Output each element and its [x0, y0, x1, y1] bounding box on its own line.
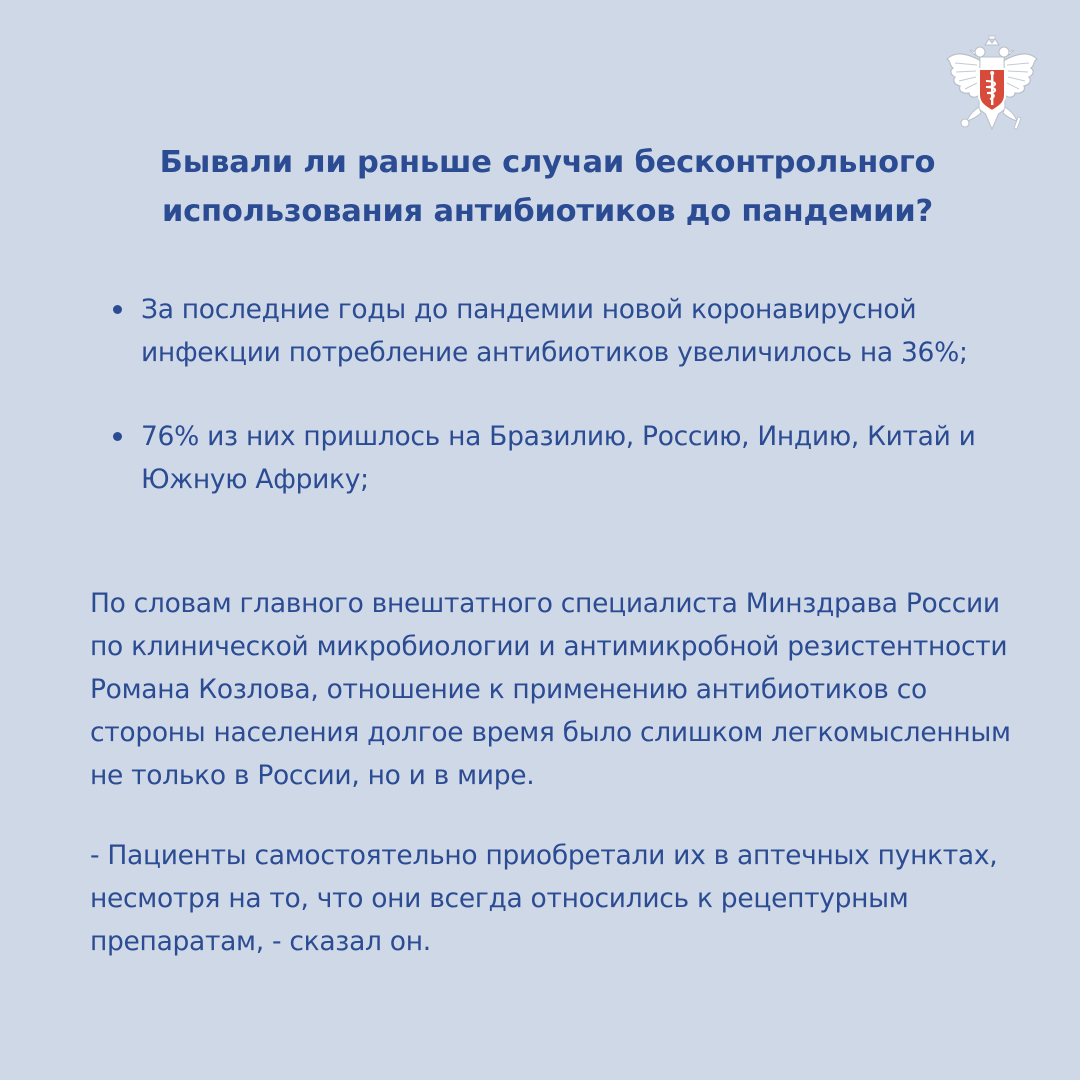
- ministry-of-health-emblem-icon: [945, 35, 1039, 133]
- bullet-item: [108, 415, 1008, 501]
- citation-paragraph: - Пациенты самостоятельно приобретали их в аптечных пунктах, несмотря на то, что они всегда относились к рецептурным препаратам, - сказал он.: [90, 840, 998, 957]
- bullet-text: 76% из них пришлось на Бразилию, Россию, Индию, Китай и Южную Африку;: [141, 421, 976, 495]
- bullet-dot-icon: [113, 305, 122, 314]
- quote-paragraph: По словам главного внештатного специалиста Минздрава России по клинической микробиологии и антимикробной резистентности Романа Козлова, отношение к применению антибиотиков со стороны населения долгое время было слишком легкомысленным не только в России, но и в мире.: [90, 588, 1011, 791]
- bullet-dot-icon: [113, 432, 122, 441]
- page-title: Бывали ли раньше случаи бесконтрольного использования антибиотиков до пандемии?: [159, 145, 936, 229]
- bullet-list: [108, 288, 1008, 501]
- bullet-text: За последние годы до пандемии новой коронавирусной инфекции потребление антибиотиков увеличилось на 36%;: [141, 294, 968, 368]
- bullet-item: [108, 288, 1008, 374]
